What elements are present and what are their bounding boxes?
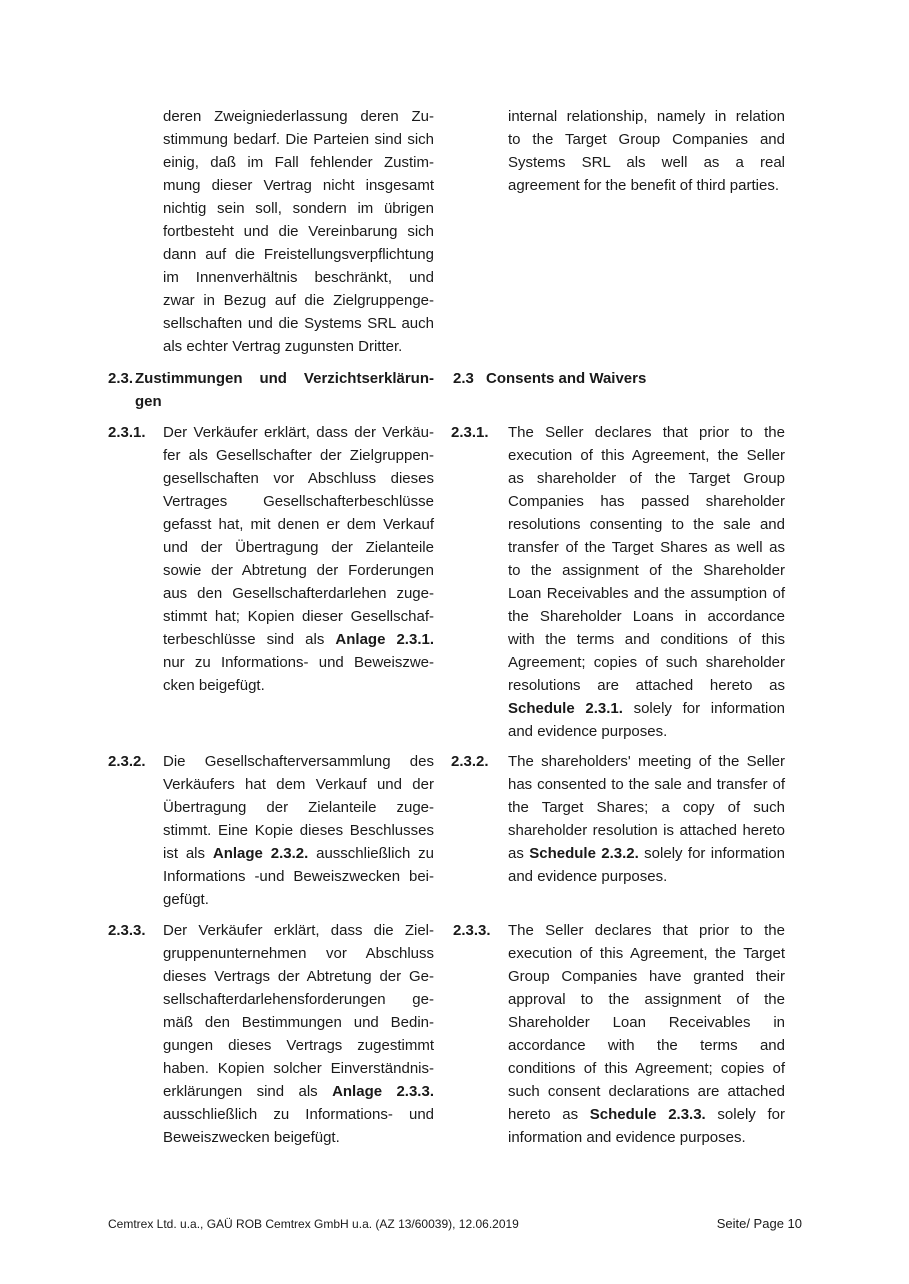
text-line: resolutions consenting to the sale and: [508, 516, 785, 533]
text-line: [508, 842, 785, 865]
text-line: cken beigefügt.: [163, 677, 265, 694]
text-line: sellschafterdarlehensforderungen ge-: [163, 991, 434, 1008]
schedule-reference: Anlage 2.3.3.: [332, 1083, 434, 1100]
text-span: solely for information: [638, 845, 785, 862]
text-line: and evidence purposes.: [508, 868, 668, 885]
text-line: Informations -und Beweiszwecken bei-: [163, 868, 434, 885]
text-line: to the Target Group Companies and: [508, 131, 785, 148]
section-title-en: Consents and Waivers: [486, 370, 647, 387]
text-line: accordance with the terms and: [508, 1037, 785, 1054]
text-line: und der Übertragung der Zielanteile: [163, 539, 434, 556]
text-line: im Innenverhältnis beschränkt, und: [163, 269, 434, 286]
text-line: mäß den Bestimmungen und Bedin-: [163, 1014, 434, 1031]
text-line: gruppenunternehmen vor Abschluss: [163, 945, 434, 962]
clause-number: 2.3.2.: [451, 753, 489, 770]
schedule-reference: Schedule 2.3.1.: [508, 700, 623, 717]
text-line: as shareholder of the Target Group: [508, 470, 785, 487]
text-line: stimmt. Eine Kopie dieses Beschlusses: [163, 822, 434, 839]
text-span: erklärungen sind als: [163, 1083, 333, 1100]
text-line: execution of this Agreement, the Target: [508, 945, 785, 962]
text-line: execution of this Agreement, the Seller: [508, 447, 785, 464]
text-line: transfer of the Target Shares as well as: [508, 539, 785, 556]
text-span: as: [508, 845, 530, 862]
text-line: conditions of this Agreement; copies of: [508, 1060, 785, 1077]
text-line: gefasst hat, mit denen er dem Verkauf: [163, 516, 434, 533]
section-title-de: Zustimmungen und Verzichtserklärun-: [135, 370, 434, 387]
text-line: the Target Shares; a copy of such: [508, 799, 785, 816]
text-line: shareholder resolution is attached hereto: [508, 822, 785, 839]
text-line: [508, 1103, 785, 1126]
text-line: mung dieser Vertrag nicht insgesamt: [163, 177, 434, 194]
text-line: dieses Vertrags der Abtretung der Ge-: [163, 968, 434, 985]
clause-number: 2.3.2.: [108, 753, 146, 770]
text-span: solely for information: [622, 700, 785, 717]
section-title-de-cont: gen: [135, 393, 162, 410]
footer-page-number: Seite/ Page 10: [716, 1216, 802, 1231]
text-line: als echter Vertrag zugunsten Dritter.: [163, 338, 403, 355]
text-span: terbeschlüsse sind als: [163, 631, 336, 648]
clause-number: 2.3.1.: [108, 424, 146, 441]
text-line: to the assignment of the Shareholder: [508, 562, 785, 579]
schedule-reference: Schedule 2.3.3.: [589, 1106, 706, 1123]
text-line: Vertrages Gesellschafterbeschlüsse: [163, 493, 434, 510]
text-line: agreement for the benefit of third parties.: [508, 177, 779, 194]
text-line: Die Gesellschafterversammlung des: [163, 753, 434, 770]
text-line: internal relationship, namely in relation: [508, 108, 785, 125]
text-line: [163, 628, 434, 651]
footer-case-reference: Cemtrex Ltd. u.a., GAÜ ROB Cemtrex GmbH u.a. (AZ 13/60039), 12.06.2019: [108, 1217, 519, 1231]
text-line: Companies has passed shareholder: [508, 493, 785, 510]
schedule-reference: Anlage 2.3.2.: [212, 845, 309, 862]
text-span: hereto as: [508, 1106, 590, 1123]
text-line: fer als Gesellschafter der Zielgruppen-: [163, 447, 434, 464]
text-line: The Seller declares that prior to the: [508, 424, 785, 441]
text-line: nichtig sein soll, sondern im übrigen: [163, 200, 434, 217]
text-line: has consented to the sale and transfer of: [508, 776, 785, 793]
text-line: [163, 1080, 434, 1103]
text-line: fortbesteht und die Vereinbarung sich: [163, 223, 434, 240]
text-line: gesellschaften vor Abschluss dieses: [163, 470, 434, 487]
text-line: haben. Kopien solcher Einverständnis-: [163, 1060, 434, 1077]
text-line: gungen dieses Vertrags zugestimmt: [163, 1037, 434, 1054]
text-line: Beweiszwecken beigefügt.: [163, 1129, 340, 1146]
text-span: ausschließlich zu: [308, 845, 434, 862]
text-line: resolutions are attached hereto as: [508, 677, 785, 694]
text-line: aus den Gesellschafterdarlehen zuge-: [163, 585, 434, 602]
text-line: Shareholder Loan Receivables in: [508, 1014, 785, 1031]
text-line: the Shareholder Loans in accordance: [508, 608, 785, 625]
text-line: The shareholders' meeting of the Seller: [508, 753, 785, 770]
text-line: stimmung bedarf. Die Parteien sind sich: [163, 131, 434, 148]
text-line: Group Companies have granted their: [508, 968, 785, 985]
clause-number: 2.3.3.: [453, 922, 491, 939]
text-line: zwar in Bezug auf die Zielgruppenge-: [163, 292, 434, 309]
section-number-en: 2.3: [453, 370, 474, 387]
text-line: sellschaften und die Systems SRL auch: [163, 315, 434, 332]
text-line: Systems SRL als well as a real: [508, 154, 785, 171]
text-span: ist als: [163, 845, 213, 862]
text-line: with the terms and conditions of this: [508, 631, 785, 648]
text-line: Verkäufers hat dem Verkauf und der: [163, 776, 434, 793]
text-line: Der Verkäufer erklärt, dass die Ziel-: [163, 922, 434, 939]
clause-number: 2.3.3.: [108, 922, 146, 939]
text-line: and evidence purposes.: [508, 723, 668, 740]
text-line: Der Verkäufer erklärt, dass der Verkäu-: [163, 424, 434, 441]
text-line: deren Zweigniederlassung deren Zu-: [163, 108, 434, 125]
schedule-reference: Anlage 2.3.1.: [335, 631, 434, 648]
text-line: such consent declarations are attached: [508, 1083, 785, 1100]
text-line: Loan Receivables and the assumption of: [508, 585, 785, 602]
text-line: Übertragung der Zielanteile zuge-: [163, 799, 434, 816]
text-line: einig, daß im Fall fehlender Zustim-: [163, 154, 434, 171]
section-number-de: 2.3.: [108, 370, 134, 387]
text-span: solely for: [705, 1106, 785, 1123]
text-line: [508, 697, 785, 720]
text-line: approval to the assignment of the: [508, 991, 785, 1008]
text-line: [163, 842, 434, 865]
text-line: ausschließlich zu Informations- und: [163, 1106, 434, 1123]
text-line: information and evidence purposes.: [508, 1129, 746, 1146]
text-line: stimmt hat; Kopien dieser Gesellschaf-: [163, 608, 434, 625]
text-line: sowie der Abtretung der Forderungen: [163, 562, 434, 579]
schedule-reference: Schedule 2.3.2.: [529, 845, 639, 862]
text-line: gefügt.: [163, 891, 209, 908]
clause-number: 2.3.1.: [451, 424, 489, 441]
text-line: nur zu Informations- und Beweiszwe-: [163, 654, 434, 671]
text-line: The Seller declares that prior to the: [508, 922, 785, 939]
text-line: Agreement; copies of such shareholder: [508, 654, 785, 671]
text-line: dann auf die Freistellungsverpflichtung: [163, 246, 434, 263]
